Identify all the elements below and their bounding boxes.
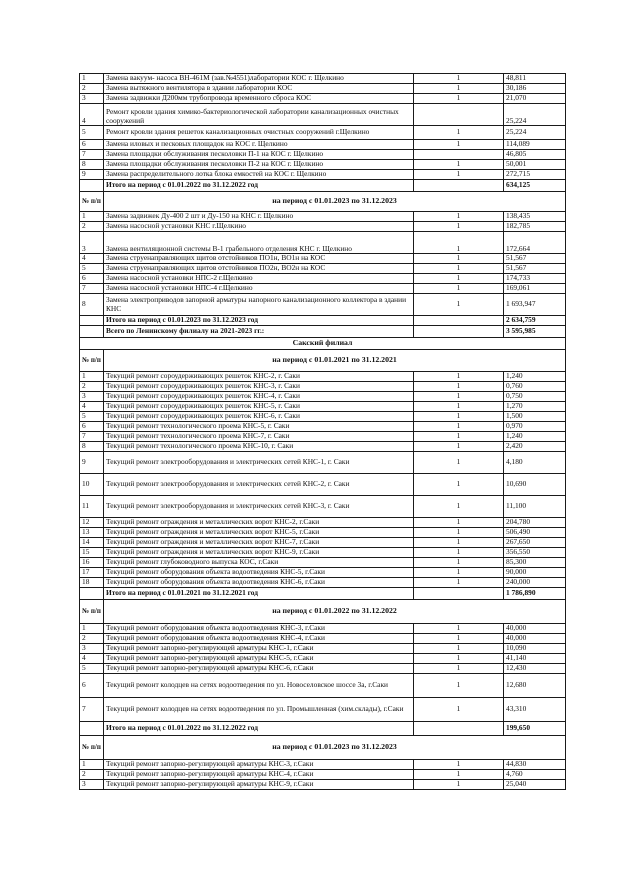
row-value: 0,760 [504, 382, 566, 392]
row-description: Текущий ремонт запорно-регулирующей арматуры КНС-4, г.Саки [104, 770, 414, 780]
row-quantity: 1 [414, 232, 504, 254]
row-number: 6 [80, 674, 104, 698]
row-quantity: 1 [414, 538, 504, 548]
row-value: 30,186 [504, 84, 566, 94]
table-row [80, 294, 566, 316]
row-description: Текущий ремонт электрооборудования и электрических сетей КНС-1, г. Саки [104, 452, 414, 474]
table-row [80, 274, 566, 284]
period-header-row [80, 192, 566, 212]
row-number: 6 [80, 140, 104, 150]
row-description: Текущий ремонт ограждения и металлических ворот КНС-2, г.Саки [104, 518, 414, 528]
row-quantity: 1 [414, 372, 504, 382]
row-number: 1 [80, 74, 104, 84]
total-label: Итого на период с 01.01.2022 по 31.12.2022 год [104, 722, 414, 736]
row-number: 2 [80, 634, 104, 644]
column-header-number: № п/п [80, 192, 104, 212]
period-header-row [80, 600, 566, 624]
row-number: 18 [80, 578, 104, 588]
repair-plan-table [79, 73, 566, 790]
row-value: 182,785 [504, 222, 566, 232]
row-number: 13 [80, 528, 104, 538]
row-number: 6 [80, 422, 104, 432]
row-value: 25,224 [504, 126, 566, 140]
row-quantity: 1 [414, 644, 504, 654]
total-label: Итого на период с 01.01.2022 по 31.12.2022 год [104, 180, 414, 192]
row-value: 25,040 [504, 780, 566, 790]
row-description: Замена насосной установки НПС-2 г.Щелкино [104, 274, 414, 284]
total-value: 2 634,759 [504, 316, 566, 326]
row-description: Текущий ремонт электрооборудования и электрических сетей КНС-2, г. Саки [104, 474, 414, 496]
row-quantity: 1 [414, 94, 504, 104]
table-row [80, 624, 566, 634]
row-description: Текущий ремонт технологического проема КНС-5, г. Саки [104, 422, 414, 432]
row-value: 11,100 [504, 496, 566, 518]
row-number: 1 [80, 372, 104, 382]
row-number: 4 [80, 402, 104, 412]
row-quantity: 1 [414, 212, 504, 222]
table-row [80, 548, 566, 558]
row-number: 17 [80, 568, 104, 578]
row-value: 50,001 [504, 160, 566, 170]
row-value: 51,567 [504, 254, 566, 264]
table-row [80, 528, 566, 538]
table-row [80, 452, 566, 474]
table-row [80, 140, 566, 150]
table-row [80, 284, 566, 294]
row-quantity: 1 [414, 284, 504, 294]
row-number: 4 [80, 654, 104, 664]
total-label: Итого на период с 01.01.2021 по 31.12.2021 год [104, 588, 414, 600]
table-row [80, 232, 566, 254]
row-value: 0,970 [504, 422, 566, 432]
row-number: 10 [80, 474, 104, 496]
row-number: 2 [80, 222, 104, 232]
table-row [80, 264, 566, 274]
row-quantity: 1 [414, 558, 504, 568]
row-value: 4,180 [504, 452, 566, 474]
repair-plan-body [80, 74, 566, 790]
row-number: 8 [80, 294, 104, 316]
row-quantity: 1 [414, 264, 504, 274]
row-description: Текущий ремонт технологического проема КНС-7, г. Саки [104, 432, 414, 442]
row-number: 14 [80, 538, 104, 548]
row-value: 12,430 [504, 664, 566, 674]
row-value: 356,550 [504, 548, 566, 558]
table-row [80, 372, 566, 382]
table-row [80, 568, 566, 578]
row-number: 3 [80, 94, 104, 104]
row-quantity: 1 [414, 74, 504, 84]
row-description: Текущий ремонт сороудерживающих решеток КНС-6, г. Саки [104, 412, 414, 422]
row-quantity: 1 [414, 474, 504, 496]
row-number: 5 [80, 412, 104, 422]
table-row [80, 442, 566, 452]
row-description: Текущий ремонт оборудования объекта водоотведения КНС-3, г.Саки [104, 624, 414, 634]
row-number: 8 [80, 442, 104, 452]
row-number: 5 [80, 126, 104, 140]
period-title: на период с 01.01.2021 по 31.12.2021 [104, 350, 566, 372]
row-value: 44,830 [504, 760, 566, 770]
row-description: Текущий ремонт ограждения и металлических ворот КНС-9, г.Саки [104, 548, 414, 558]
table-row [80, 496, 566, 518]
table-row [80, 644, 566, 654]
row-value: 46,805 [504, 150, 566, 160]
row-number: 2 [80, 84, 104, 94]
row-number: 7 [80, 432, 104, 442]
row-number: 12 [80, 518, 104, 528]
row-description: Текущий ремонт ограждения и металлических ворот КНС-7, г.Саки [104, 538, 414, 548]
total-label: Всего по Ленинскому филиалу на 2021-2023 гг.: [104, 326, 414, 338]
table-row [80, 558, 566, 568]
row-value: 85,300 [504, 558, 566, 568]
row-value: 240,000 [504, 578, 566, 588]
row-quantity: 1 [414, 624, 504, 634]
row-value: 10,090 [504, 644, 566, 654]
column-header-number: № п/п [80, 600, 104, 624]
table-row [80, 212, 566, 222]
row-value: 1 693,947 [504, 294, 566, 316]
row-value: 174,733 [504, 274, 566, 284]
row-number: 2 [80, 770, 104, 780]
period-total-row [80, 316, 566, 326]
row-quantity: 1 [414, 126, 504, 140]
period-header-row [80, 736, 566, 760]
row-quantity: 1 [414, 140, 504, 150]
row-number: 16 [80, 558, 104, 568]
table-row [80, 382, 566, 392]
row-number: 3 [80, 644, 104, 654]
row-description: Замена струенаправляющих щитов отстойников ПО2н, ВО2н на КОС [104, 264, 414, 274]
row-value: 1,270 [504, 402, 566, 412]
table-row [80, 780, 566, 790]
row-description: Текущий ремонт технологического проема КНС-10, г. Саки [104, 442, 414, 452]
row-description: Текущий ремонт колодцев на сетях водоотведения по ул. Промышленная (хим.склады), г.Саки [104, 698, 414, 722]
row-number: 3 [80, 780, 104, 790]
row-value: 25,224 [504, 104, 566, 126]
row-number: 5 [80, 264, 104, 274]
column-header-number: № п/п [80, 736, 104, 760]
row-quantity: 1 [414, 548, 504, 558]
table-row [80, 402, 566, 412]
table-row [80, 126, 566, 140]
row-value: 172,664 [504, 232, 566, 254]
table-row [80, 698, 566, 722]
row-value: 114,089 [504, 140, 566, 150]
total-value: 199,650 [504, 722, 566, 736]
row-description: Замена насосной установки НПС-4 г.Щелкино [104, 284, 414, 294]
row-quantity: 1 [414, 402, 504, 412]
row-number: 4 [80, 254, 104, 264]
row-quantity: 1 [414, 274, 504, 284]
branch-header-row [80, 338, 566, 350]
table-row [80, 150, 566, 160]
total-value: 1 786,890 [504, 588, 566, 600]
row-quantity [414, 326, 504, 338]
row-quantity: 1 [414, 170, 504, 180]
table-row [80, 538, 566, 548]
table-row [80, 84, 566, 94]
row-value: 41,140 [504, 654, 566, 664]
row-quantity: 1 [414, 528, 504, 538]
total-label: Итого на период с 01.01.2023 по 31.12.2023 год [104, 316, 414, 326]
table-row [80, 760, 566, 770]
row-description: Замена электроприводов запорной арматуры напорного канализационного коллектора в здании КНС [104, 294, 414, 316]
row-quantity: 1 [414, 518, 504, 528]
row-description: Текущий ремонт оборудования объекта водоотведения КНС-4, г.Саки [104, 634, 414, 644]
row-number: 8 [80, 160, 104, 170]
table-row [80, 160, 566, 170]
table-row [80, 74, 566, 84]
row-description: Текущий ремонт сороудерживающих решеток КНС-3, г. Саки [104, 382, 414, 392]
row-number: 9 [80, 452, 104, 474]
row-value: 90,000 [504, 568, 566, 578]
row-description: Замена иловых и песковых площадок на КОС г. Щелкино [104, 140, 414, 150]
row-number [80, 722, 104, 736]
table-row [80, 412, 566, 422]
row-quantity: 1 [414, 568, 504, 578]
row-description: Текущий ремонт запорно-регулирующей арматуры КНС-1, г.Саки [104, 644, 414, 654]
row-quantity: 1 [414, 780, 504, 790]
row-quantity: 1 [414, 254, 504, 264]
row-quantity [414, 316, 504, 326]
row-value: 169,061 [504, 284, 566, 294]
table-row [80, 770, 566, 780]
row-description: Текущий ремонт сороудерживающих решеток КНС-2, г. Саки [104, 372, 414, 382]
row-number: 7 [80, 150, 104, 160]
row-value: 4,760 [504, 770, 566, 780]
table-row [80, 432, 566, 442]
row-value: 1,500 [504, 412, 566, 422]
table-row [80, 474, 566, 496]
row-description: Текущий ремонт запорно-регулирующей арматуры КНС-5, г.Саки [104, 654, 414, 664]
row-description: Замена вытяжного вентилятора в здании лаборатории КОС [104, 84, 414, 94]
period-title: на период с 01.01.2022 по 31.12.2022 [104, 600, 566, 624]
period-title: на период с 01.01.2023 по 31.12.2023 [104, 192, 566, 212]
total-value: 634,125 [504, 180, 566, 192]
row-value: 21,070 [504, 94, 566, 104]
period-total-row [80, 722, 566, 736]
period-title: на период с 01.01.2023 по 31.12.2023 [104, 736, 566, 760]
row-value: 12,680 [504, 674, 566, 698]
row-number: 11 [80, 496, 104, 518]
row-number: 7 [80, 284, 104, 294]
row-quantity: 1 [414, 422, 504, 432]
row-value: 10,690 [504, 474, 566, 496]
row-description: Замена вентиляционной системы В-1 грабельного отделения КНС г. Щелкино [104, 232, 414, 254]
row-quantity: 1 [414, 664, 504, 674]
row-quantity: 1 [414, 760, 504, 770]
row-quantity: 1 [414, 578, 504, 588]
row-value: 204,780 [504, 518, 566, 528]
row-description: Замена площадки обслуживания песколовки П-2 на КОС г. Щелкино [104, 160, 414, 170]
row-quantity [414, 150, 504, 160]
row-value: 1,240 [504, 432, 566, 442]
row-quantity [414, 104, 504, 126]
row-value: 40,000 [504, 634, 566, 644]
row-number: 6 [80, 274, 104, 284]
row-description: Текущий ремонт ограждения и металлических ворот КНС-5, г.Саки [104, 528, 414, 538]
table-row [80, 254, 566, 264]
row-number: 2 [80, 382, 104, 392]
row-number: 9 [80, 170, 104, 180]
row-value: 2,420 [504, 442, 566, 452]
row-value: 506,490 [504, 528, 566, 538]
row-description: Ремонт кровли здания решеток канализационных очистных сооружений г.Щелкино [104, 126, 414, 140]
row-description: Текущий ремонт оборудования объекта водоотведения КНС-5, г.Саки [104, 568, 414, 578]
row-description: Замена насосной установки КНС г.Щелкино [104, 222, 414, 232]
table-row [80, 422, 566, 432]
row-quantity: 1 [414, 294, 504, 316]
row-quantity: 1 [414, 392, 504, 402]
row-description: Текущий ремонт сороудерживающих решеток КНС-5, г. Саки [104, 402, 414, 412]
table-row [80, 634, 566, 644]
period-total-row [80, 326, 566, 338]
row-number: 3 [80, 392, 104, 402]
total-value: 3 595,985 [504, 326, 566, 338]
row-number: 4 [80, 104, 104, 126]
row-quantity: 1 [414, 412, 504, 422]
row-number: 7 [80, 698, 104, 722]
row-quantity: 1 [414, 382, 504, 392]
column-header-number: № п/п [80, 350, 104, 372]
row-quantity: 1 [414, 634, 504, 644]
row-description: Текущий ремонт запорно-регулирующей арматуры КНС-3, г.Саки [104, 760, 414, 770]
row-value: 51,567 [504, 264, 566, 274]
row-description: Замена струенаправляющих щитов отстойников ПО1н, ВО1н на КОС [104, 254, 414, 264]
row-number: 3 [80, 232, 104, 254]
row-number [80, 588, 104, 600]
row-description: Текущий ремонт запорно-регулирующей арматуры КНС-6, г.Саки [104, 664, 414, 674]
row-quantity: 1 [414, 84, 504, 94]
table-row [80, 664, 566, 674]
table-row [80, 392, 566, 402]
row-quantity: 1 [414, 698, 504, 722]
row-description: Замена распределительного лотка блока емкостей на КОС г. Щелкино [104, 170, 414, 180]
period-header-row [80, 350, 566, 372]
row-description: Ремонт кровли здания химико-бактериологической лаборатории канализационных очистных сооружений [104, 104, 414, 126]
branch-title: Сакский филиал [80, 338, 566, 350]
table-row [80, 674, 566, 698]
period-total-row [80, 588, 566, 600]
row-value: 1,240 [504, 372, 566, 382]
row-quantity: 1 [414, 442, 504, 452]
row-description: Текущий ремонт сороудерживающих решеток КНС-4, г. Саки [104, 392, 414, 402]
period-total-row [80, 180, 566, 192]
row-value: 43,310 [504, 698, 566, 722]
table-row [80, 104, 566, 126]
row-quantity [414, 722, 504, 736]
row-number: 15 [80, 548, 104, 558]
row-description: Текущий ремонт запорно-регулирующей арматуры КНС-9, г.Саки [104, 780, 414, 790]
row-quantity: 1 [414, 496, 504, 518]
row-quantity: 1 [414, 452, 504, 474]
row-quantity: 1 [414, 160, 504, 170]
table-row [80, 518, 566, 528]
table-row [80, 170, 566, 180]
row-quantity [414, 588, 504, 600]
row-quantity: 1 [414, 674, 504, 698]
row-description: Текущий ремонт оборудования объекта водоотведения КНС-6, г.Саки [104, 578, 414, 588]
row-number [80, 326, 104, 338]
row-description: Замена задвижек Ду-400 2 шт и Ду-150 на КНС г. Щелкино [104, 212, 414, 222]
table-row [80, 654, 566, 664]
row-description: Замена задвижки Д200мм трубопровода временного сброса КОС [104, 94, 414, 104]
table-row [80, 578, 566, 588]
row-value: 40,000 [504, 624, 566, 634]
row-number: 1 [80, 760, 104, 770]
row-number: 1 [80, 624, 104, 634]
row-description: Замена вакуум- насоса ВН-461М (зав.№4551)лаборатории КОС г. Щелкино [104, 74, 414, 84]
row-number [80, 316, 104, 326]
table-row [80, 94, 566, 104]
row-value: 0,750 [504, 392, 566, 402]
row-description: Текущий ремонт электрооборудования и электрических сетей КНС-3, г. Саки [104, 496, 414, 518]
row-quantity [414, 180, 504, 192]
row-value: 267,650 [504, 538, 566, 548]
row-description: Текущий ремонт глубоководного выпуска КОС, г.Саки [104, 558, 414, 568]
row-description: Текущий ремонт колодцев на сетях водоотведения по ул. Новоселовское шоссе 3а, г.Саки [104, 674, 414, 698]
row-value: 272,715 [504, 170, 566, 180]
row-value: 138,435 [504, 212, 566, 222]
row-quantity: 1 [414, 222, 504, 232]
row-quantity: 1 [414, 432, 504, 442]
row-quantity: 1 [414, 770, 504, 780]
table-row [80, 222, 566, 232]
row-number: 1 [80, 212, 104, 222]
row-value: 48,811 [504, 74, 566, 84]
row-description: Замена площадки обслуживания песколовки П-1 на КОС г. Щелкино [104, 150, 414, 160]
row-number [80, 180, 104, 192]
row-quantity: 1 [414, 654, 504, 664]
row-number: 5 [80, 664, 104, 674]
